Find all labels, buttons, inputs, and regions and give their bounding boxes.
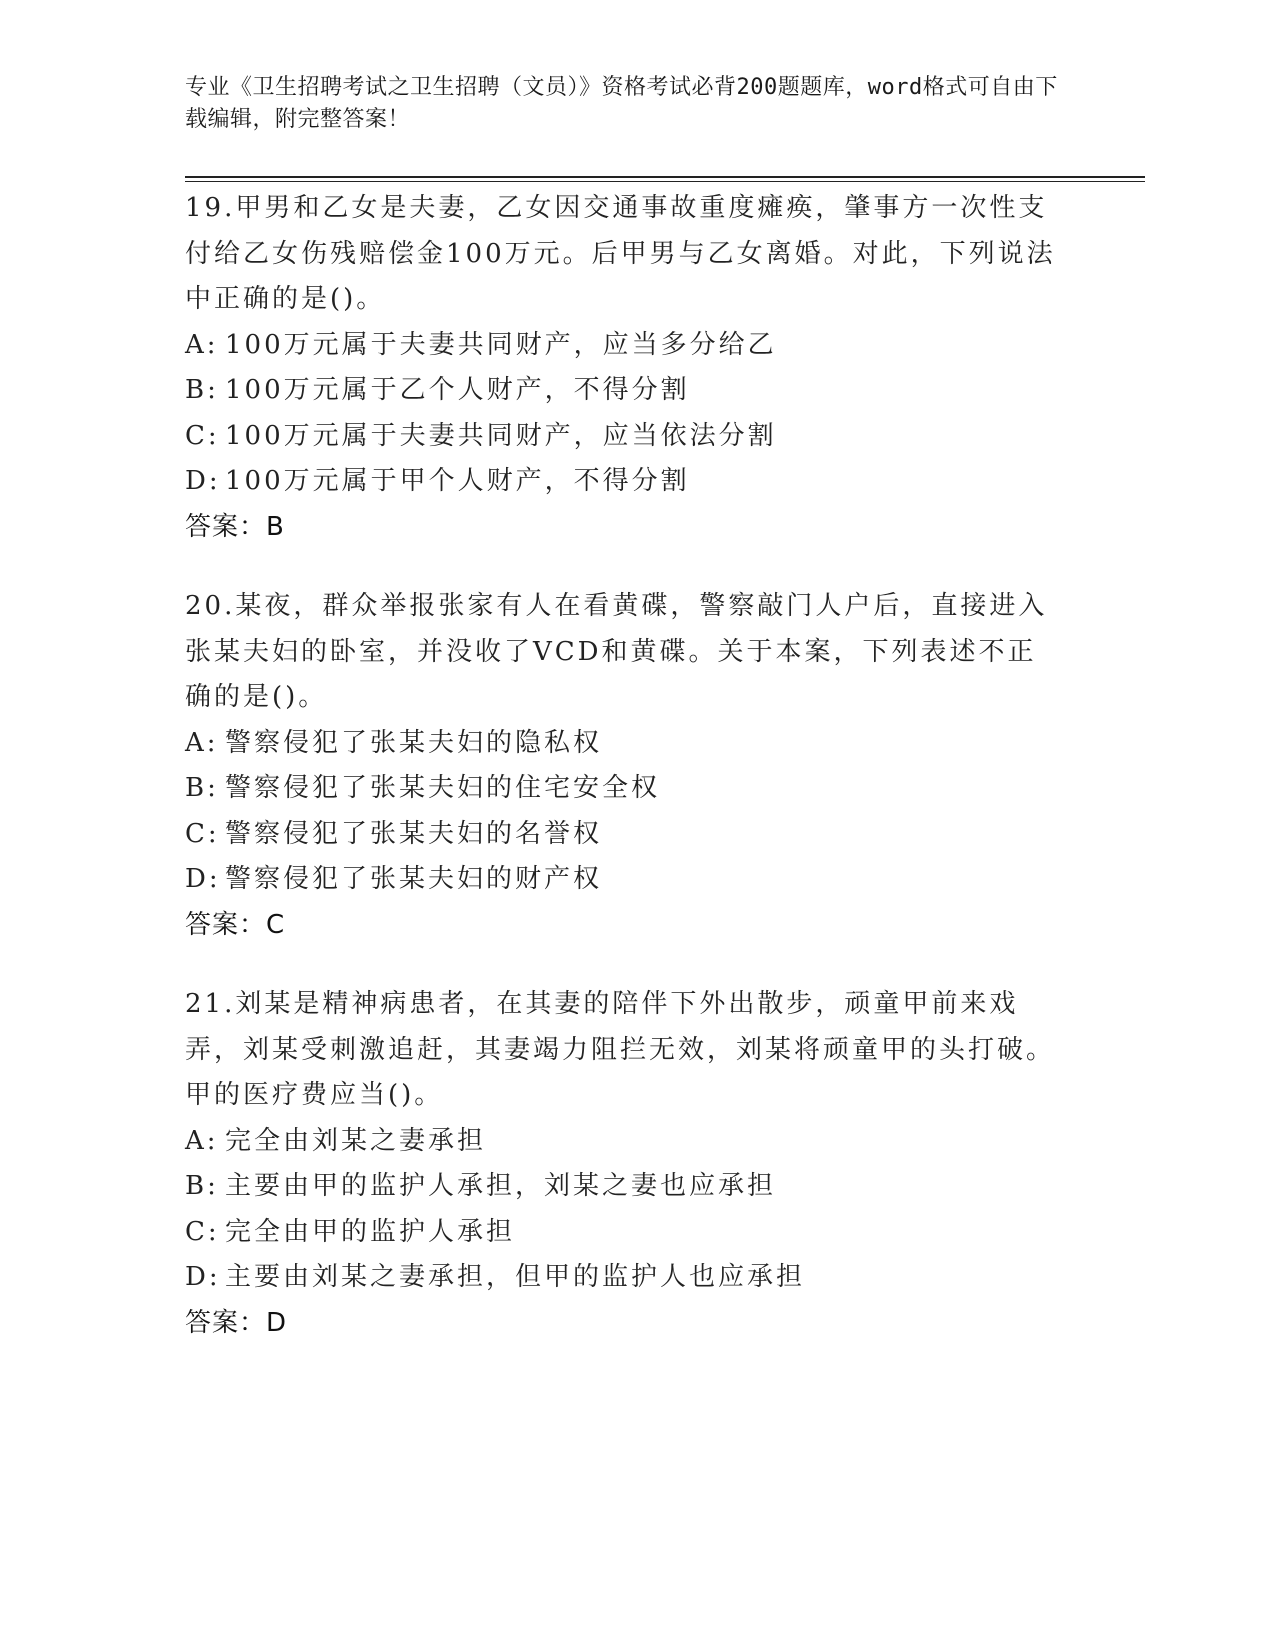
option-key: A: [185, 329, 219, 360]
header-divider-thin [185, 181, 1145, 182]
option-text: 主要由刘某之妻承担，但甲的监护人也应承担 [225, 1262, 806, 1292]
option-key: C: [185, 420, 220, 451]
option-key: D: [185, 864, 221, 894]
option-d [185, 857, 1085, 903]
option-text: 100万元属于甲个人财产，不得分割 [225, 466, 690, 496]
option-text: 100万元属于夫妻共同财产，应当依法分割 [225, 420, 777, 451]
option-text: 主要由甲的监护人承担，刘某之妻也应承担 [225, 1171, 777, 1201]
option-text: 警察侵犯了张某夫妇的隐私权 [225, 727, 603, 758]
option-d [185, 459, 1085, 505]
option-a [185, 1119, 1085, 1165]
option-key: D: [185, 1262, 221, 1292]
option-a [185, 721, 1085, 767]
option-b [185, 1164, 1085, 1210]
document-header: 专业《卫生招聘考试之卫生招聘（文员）》资格考试必背200题题库，word格式可自由下载编辑，附完整答案！ [185, 75, 1058, 132]
answer-line: 答案：D [185, 1307, 288, 1338]
answer-line: 答案：C [185, 909, 286, 940]
option-text: 100万元属于夫妻共同财产，应当多分给乙 [225, 329, 777, 360]
option-text: 警察侵犯了张某夫妇的财产权 [225, 864, 603, 894]
option-key: A: [185, 727, 219, 758]
question-21 [185, 982, 1085, 1346]
option-text: 警察侵犯了张某夫妇的住宅安全权 [225, 773, 661, 803]
option-key: C: [185, 818, 220, 849]
option-key: A: [185, 1125, 219, 1156]
option-text: 警察侵犯了张某夫妇的名誉权 [225, 818, 603, 849]
option-d [185, 1255, 1085, 1301]
option-text: 完全由刘某之妻承担 [225, 1125, 487, 1156]
option-b [185, 766, 1085, 812]
option-key: B: [185, 1171, 219, 1201]
option-c [185, 812, 1085, 858]
answer-line: 答案：B [185, 511, 285, 542]
question-stem: 21.刘某是精神病患者，在其妻的陪伴下外出散步，顽童甲前来戏弄，刘某受刺激追赶，其妻竭力阻拦无效，刘某将顽童甲的头打破。甲的医疗费应当()。 [185, 989, 1056, 1110]
header-divider-thick [185, 176, 1145, 178]
option-b [185, 368, 1085, 414]
option-key: D: [185, 466, 221, 496]
option-text: 完全由甲的监护人承担 [225, 1216, 516, 1247]
question-stem: 19.甲男和乙女是夫妻，乙女因交通事故重度瘫痪，肇事方一次性支付给乙女伤残赔偿金100万元。后甲男与乙女离婚。对此，下列说法中正确的是()。 [185, 193, 1056, 314]
option-text: 100万元属于乙个人财产，不得分割 [225, 375, 690, 405]
option-key: C: [185, 1216, 220, 1247]
option-key: B: [185, 375, 219, 405]
option-c [185, 414, 1085, 460]
question-stem: 20.某夜，群众举报张家有人在看黄碟，警察敲门人户后，直接进入张某夫妇的卧室，并没收了VCD和黄碟。关于本案，下列表述不正确的是()。 [185, 591, 1048, 712]
question-19 [185, 186, 1085, 550]
question-20 [185, 584, 1085, 948]
option-a [185, 323, 1085, 369]
option-c [185, 1210, 1085, 1256]
question-list [185, 186, 1085, 1346]
option-key: B: [185, 773, 219, 803]
